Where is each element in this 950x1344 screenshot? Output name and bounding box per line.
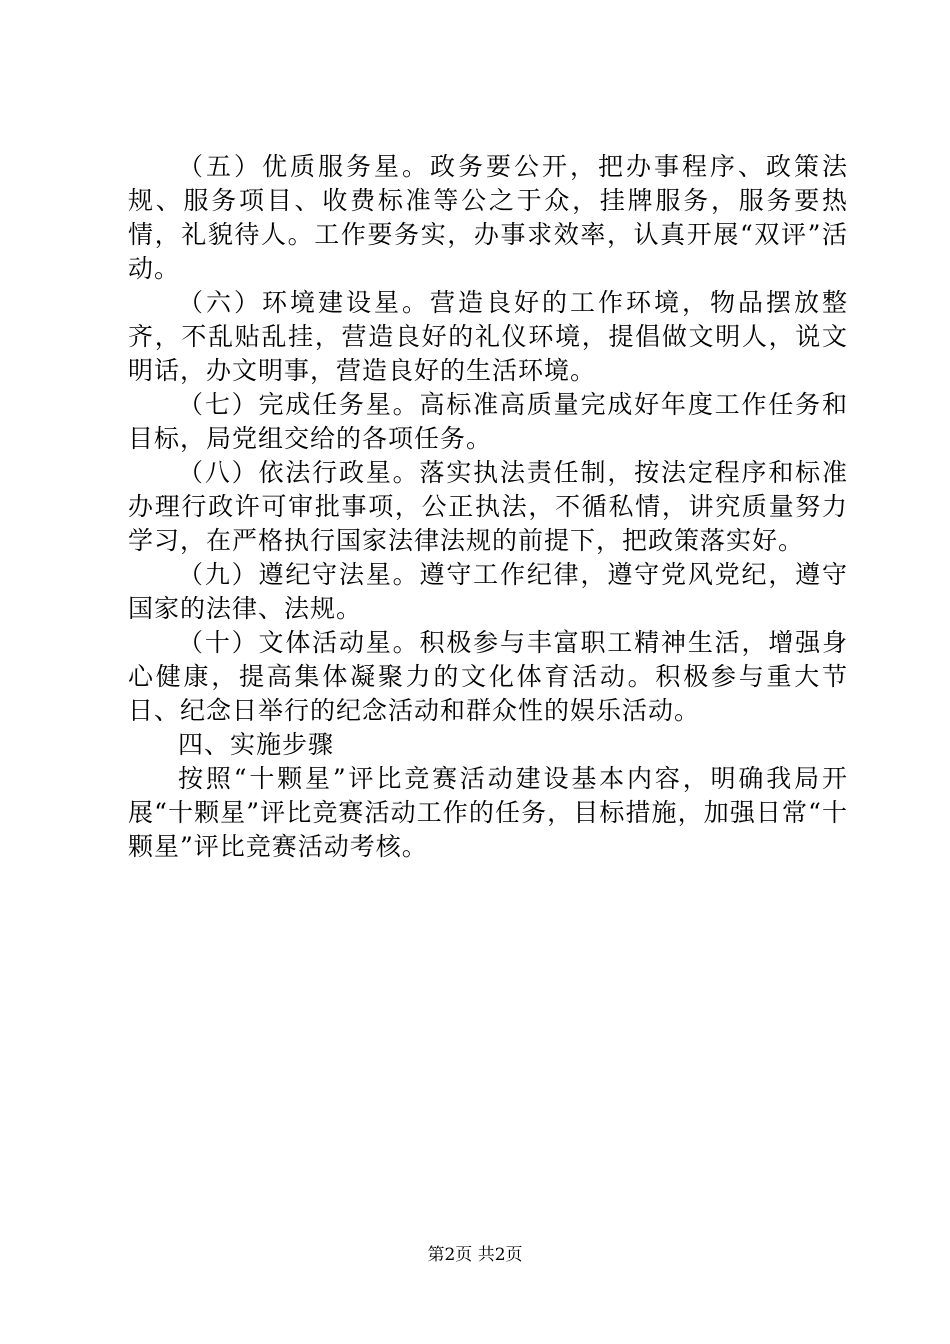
page-footer: 第2页 共2页	[427, 1245, 523, 1265]
paragraph-discipline-star: （九）遵纪守法星。遵守工作纪律，遵守党风党纪，遵守国家的法律、法规。	[128, 560, 848, 623]
paragraph-culture-sports-star: （十）文体活动星。积极参与丰富职工精神生活，增强身心健康，提高集体凝聚力的文化体育活动。积极参与重大节日、纪念日举行的纪念活动和群众性的娱乐活动。	[128, 628, 848, 725]
paragraph-service-star: （五）优质服务星。政务要公开，把办事程序、政策法规、服务项目、收费标准等公之于众，挂牌服务，服务要热情，礼貌待人。工作要务实，办事求效率，认真开展“双评”活动。	[128, 152, 848, 283]
section-heading-implementation: 四、实施步骤	[178, 730, 335, 759]
paragraph-law-administration-star: （八）依法行政星。落实执法责任制，按法定程序和标准办理行政许可审批事项，公正执法，不循私情，讲究质量努力学习，在严格执行国家法律法规的前提下，把政策落实好。	[128, 458, 848, 555]
document-body	[128, 150, 848, 864]
paragraph-task-star: （七）完成任务星。高标准高质量完成好年度工作任务和目标，局党组交给的各项任务。	[128, 390, 848, 453]
paragraph-implementation: 按照“十颗星”评比竞赛活动建设基本内容，明确我局开展“十颗星”评比竞赛活动工作的任务，目标措施，加强日常“十颗星”评比竞赛活动考核。	[128, 764, 848, 861]
paragraph-environment-star: （六）环境建设星。营造良好的工作环境，物品摆放整齐，不乱贴乱挂，营造良好的礼仪环境，提倡做文明人，说文明话，办文明事，营造良好的生活环境。	[128, 288, 848, 385]
